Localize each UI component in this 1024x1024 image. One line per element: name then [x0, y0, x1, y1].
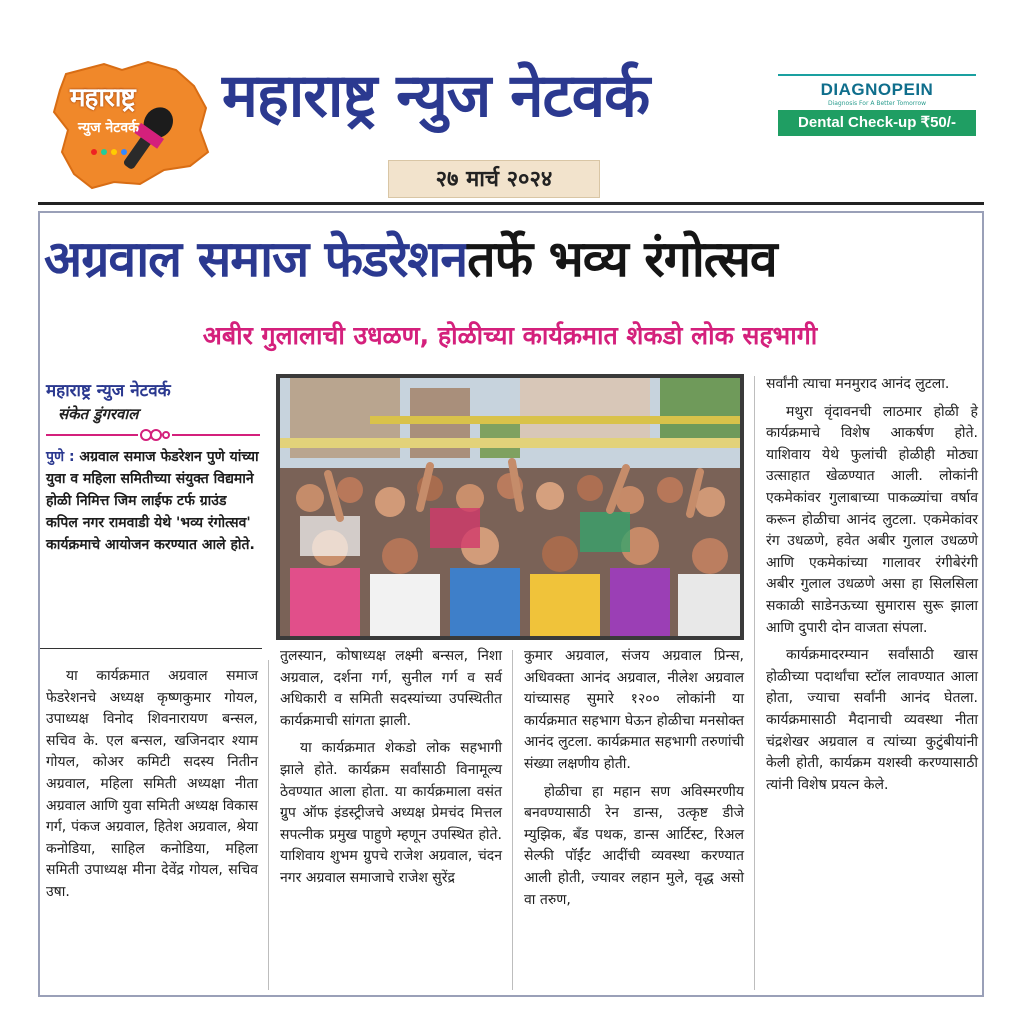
ad-offer-label: Dental Check-up ₹50/- [778, 110, 976, 136]
paragraph: कार्यक्रमादरम्यान सर्वांसाठी खास होळीच्या पदार्थांचा स्टॉल लावण्यात आला होता, ज्याचा सर्वांनी आनंद घेतला. कार्यक्रमासाठी मैदानाची व्यवस्था नीता चंद्रशेखर अग्रवाल व त्यांच्या कुटुंबीयांनी केली होती, कार्यक्रम यशस्वी करण्यासाठी त्यांनी विशेष प्रयत्न केले. [766, 647, 978, 793]
event-photo[interactable] [276, 374, 744, 640]
ad-tagline: Diagnosis For A Better Tomorrow [827, 100, 927, 107]
column-divider [512, 650, 513, 990]
paragraph: या कार्यक्रमात अग्रवाल समाज फेडरेशनचे अध्यक्ष कृष्णकुमार गोयल, उपाध्यक्ष विनोद शिवनारायण बन्सल, सचिव के. एल बन्सल, खजिनदार श्याम गोयल, कोअर कमिटी सदस्य नितीन अग्रवाल, महिला समिती अध्यक्षा नीता अग्रवाल आणि युवा समिती अध्यक्ष विकास गर्ग, पंकज अग्रवाल, हितेश अग्रवाल, श्रेया कनोडिया, साहिल कनोडिया, महिला समिती उपाध्यक्ष मीना देवेंद्र गोयल, सचिव उषा. [46, 668, 258, 900]
article-column-2 [280, 646, 502, 896]
logo-wordmark: महाराष्ट्र [70, 83, 135, 113]
paragraph: सर्वांनी त्याचा मनमुराद आनंद लुटला. [766, 376, 950, 392]
article-column-1 [46, 666, 258, 910]
article-subheadline: अबीर गुलालाची उधळण, होळीच्या कार्यक्रमात शेकडो लोक सहभागी [202, 321, 818, 350]
column-divider [754, 376, 755, 990]
paragraph: मथुरा वृंदावनची लाठमार होळी हे कार्यक्रमाचे विशेष आकर्षण होते. याशिवाय येथे फुलांची होळीही मोठ्या उत्साहात खेळण्यात आली. लोकांनी एकमेकांवर गुलाबाच्या पाकळ्यांचा वर्षाव करून होळीचा आनंद लुटला. एकमेकांवर रंग उधळणे, हवेत अबीर गुलाल उधळणे आणि एकमेकांच्या गालावर रंगीबेरंगी अबीर गुलाल उधळणे असा हा सिलसिला सकाळी साडेनऊच्या सुमारास सुरू झाला आणि दुपारी दोन वाजता संपला. [766, 403, 978, 636]
paragraph: कुमार अग्रवाल, संजय अग्रवाल प्रिन्स, अधिवक्ता आनंद अग्रवाल, नीलेश अग्रवाल यांच्यासह सुमारे १२०० लोकांनी या कार्यक्रमात सहभाग घेऊन होळीचा मनसोक्त आनंद लुटला. कार्यक्रमात सहभागी तरुणांची संख्या लक्षणीय होती. [524, 648, 744, 772]
lead-divider [40, 648, 262, 649]
ad-brand-name: DIAGNOPEIN [820, 80, 934, 99]
article-lead [40, 446, 262, 556]
article-headline [44, 222, 974, 296]
column-divider [268, 660, 269, 990]
paragraph: होळीचा हा महान सण अविस्मरणीय बनवण्यासाठी रेन डान्स, उत्कृष्ट डीजे म्युझिक, बँड पथक, डान्स आर्टिस्ट, रिअल सेल्फी पॉईंट आदींची व्यवस्था करण्यात आली होती, ज्यावर लहान मुले, वृद्ध असो वा तरुण, [524, 783, 744, 908]
ornament-divider [46, 428, 260, 442]
byline-organization: महाराष्ट्र न्युज नेटवर्क [46, 381, 171, 401]
headline-part-black: तर्फे भव्य रंगोत्सव [467, 230, 777, 288]
dateline-city: पुणे : [46, 449, 75, 465]
byline-reporter: संकेत डुंगरवाल [58, 405, 139, 423]
article-column-3 [524, 646, 744, 917]
paragraph: या कार्यक्रमात शेकडो लोक सहभागी झाले होते. कार्यक्रम सर्वांसाठी विनामूल्य ठेवण्यात आला होता. या कार्यक्रमाला वसंत ग्रुप ऑफ इंडस्ट्रीजचे अध्यक्ष प्रेमचंद मित्तल सपत्नीक प्रमुख पाहुणे म्हणून उपस्थित होते. याशिवाय शुभम ग्रुपचे राजेश अग्रवाल, चंदन नगर अग्रवाल समाजाचे राजेश सुरेंद्र [280, 740, 502, 886]
lead-text: अग्रवाल समाज फेडरेशन पुणे यांच्या युवा व महिला समितीच्या संयुक्त विद्यमाने होळी निमित्त जिम लाईफ टर्फ ग्राउंड कपिल नगर रामवाडी येथे 'भव्य रंगोत्सव' कार्यक्रमाचे आयोजन करण्यात आले होते. [46, 449, 259, 553]
paragraph: तुलस्यान, कोषाध्यक्ष लक्ष्मी बन्सल, निशा अग्रवाल, दर्शना गर्ग, सुनील गर्ग व सर्व अधिकारी व समिती सदस्यांच्या उपस्थितीत कार्यक्रमाची सांगता झाली. [280, 648, 502, 729]
masthead-divider [38, 202, 984, 205]
article-column-4 [766, 374, 978, 802]
ad-divider [778, 74, 976, 76]
masthead-logo [44, 56, 214, 194]
newspaper-title: महाराष्ट्र न्युज नेटवर्क [222, 61, 650, 131]
headline-part-blue: अग्रवाल समाज फेडरेशन [44, 230, 468, 288]
logo-subtitle: न्युज नेटवर्क [78, 120, 139, 136]
crowd-photo-icon [280, 378, 740, 636]
issue-date: २७ मार्च २०२४ [388, 160, 600, 198]
advertisement-banner[interactable] [778, 74, 976, 136]
